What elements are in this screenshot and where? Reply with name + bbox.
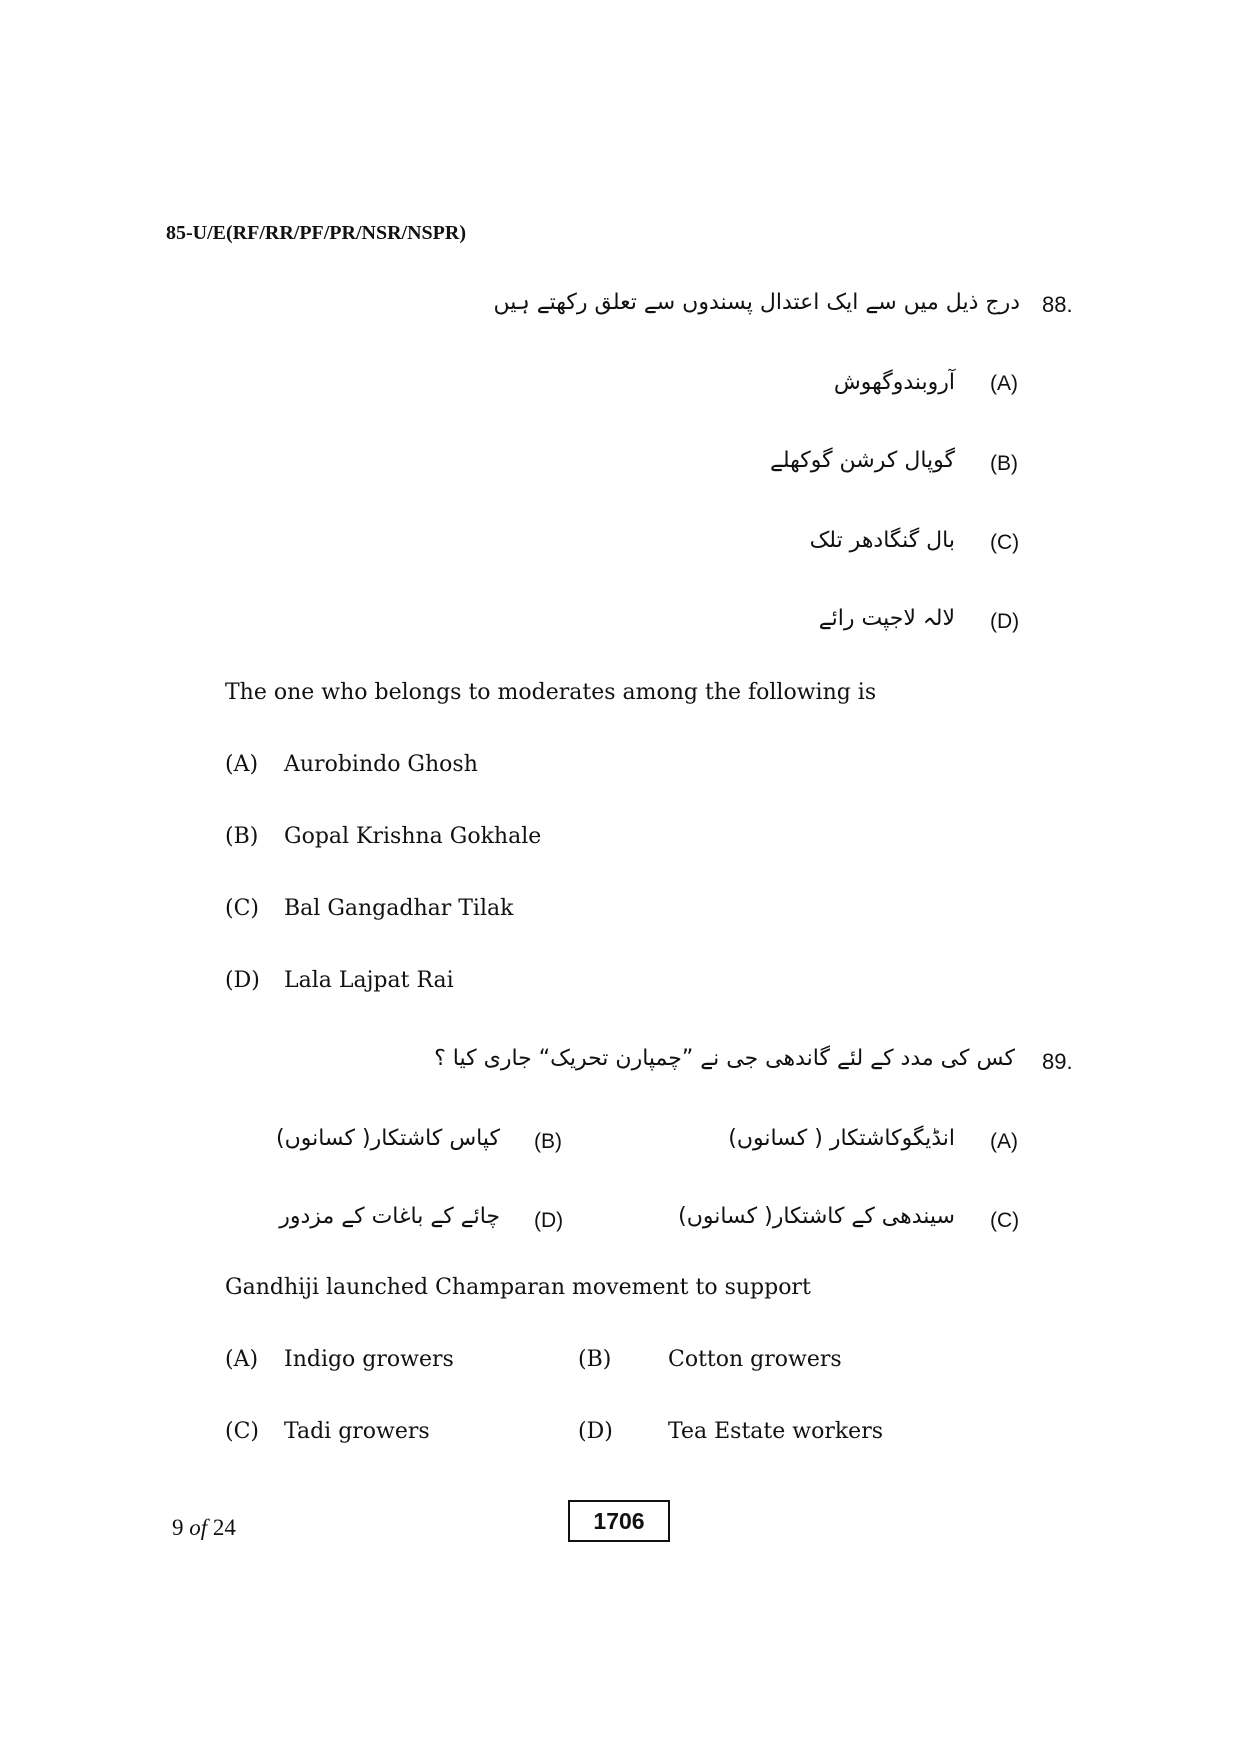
paper-code-box: 1706 (568, 1500, 670, 1542)
question-number: 89. (1042, 1049, 1073, 1074)
option-label: (C) (990, 1209, 1020, 1232)
page-current: 9 (172, 1515, 184, 1540)
english-question-text: The one who belongs to moderates among the following is (225, 680, 877, 705)
option-label: (A) (990, 1130, 1018, 1153)
option-label: (A) (225, 752, 259, 777)
english-option-text: Tadi growers (284, 1419, 430, 1444)
option-label: (D) (534, 1209, 564, 1232)
urdu-question-text: کس کی مدد کے لئے گاندھی جی نے ”چمپارن تحریک“ جاری کیا ؟ (434, 1046, 1015, 1071)
english-option-text: Indigo growers (284, 1347, 454, 1372)
english-option-text: Tea Estate workers (668, 1419, 884, 1444)
english-option-text: Cotton growers (668, 1347, 842, 1372)
urdu-option-text: کپاس کاشتکار( کسانوں) (276, 1126, 500, 1151)
page-total: 24 (212, 1515, 236, 1540)
option-label: (A) (225, 1347, 259, 1372)
english-option-text: Gopal Krishna Gokhale (284, 824, 542, 849)
option-label: (C) (990, 531, 1020, 554)
english-question-text: Gandhiji launched Champaran movement to support (225, 1275, 811, 1300)
page-number (172, 1515, 236, 1541)
option-label: (D) (225, 968, 260, 993)
paper-code-header: 85-U/E(RF/RR/PF/PR/NSR/NSPR) (166, 222, 466, 244)
urdu-option-text: آروبندوگھوش (833, 370, 955, 395)
option-label: (C) (225, 896, 259, 921)
urdu-option-text: بال گنگادھر تلک (809, 528, 955, 553)
option-label: (B) (534, 1130, 562, 1153)
urdu-option-text: لالہ لاجپت رائے (818, 606, 955, 631)
option-label: (B) (578, 1347, 612, 1372)
english-option-text: Lala Lajpat Rai (284, 968, 454, 993)
urdu-option-text: گوپال کرشن گوکھلے (769, 448, 955, 473)
urdu-option-text: انڈیگوکاشتکار ( کسانوں) (728, 1126, 955, 1151)
question-number: 88. (1042, 292, 1073, 317)
option-label: (C) (225, 1419, 259, 1444)
option-label: (B) (990, 452, 1018, 475)
urdu-option-text: سیندھی کے کاشتکار( کسانوں) (678, 1204, 955, 1229)
urdu-option-text: چائے کے باغات کے مزدور (279, 1204, 500, 1229)
page-of: of (189, 1515, 208, 1540)
english-option-text: Bal Gangadhar Tilak (284, 896, 514, 921)
english-option-text: Aurobindo Ghosh (284, 752, 478, 777)
option-label: (A) (990, 372, 1018, 395)
urdu-question-text: درج ذیل میں سے ایک اعتدال پسندوں سے تعلق رکھتے ہیں (493, 290, 1020, 315)
option-label: (D) (990, 610, 1020, 633)
option-label: (B) (225, 824, 259, 849)
option-label: (D) (578, 1419, 613, 1444)
